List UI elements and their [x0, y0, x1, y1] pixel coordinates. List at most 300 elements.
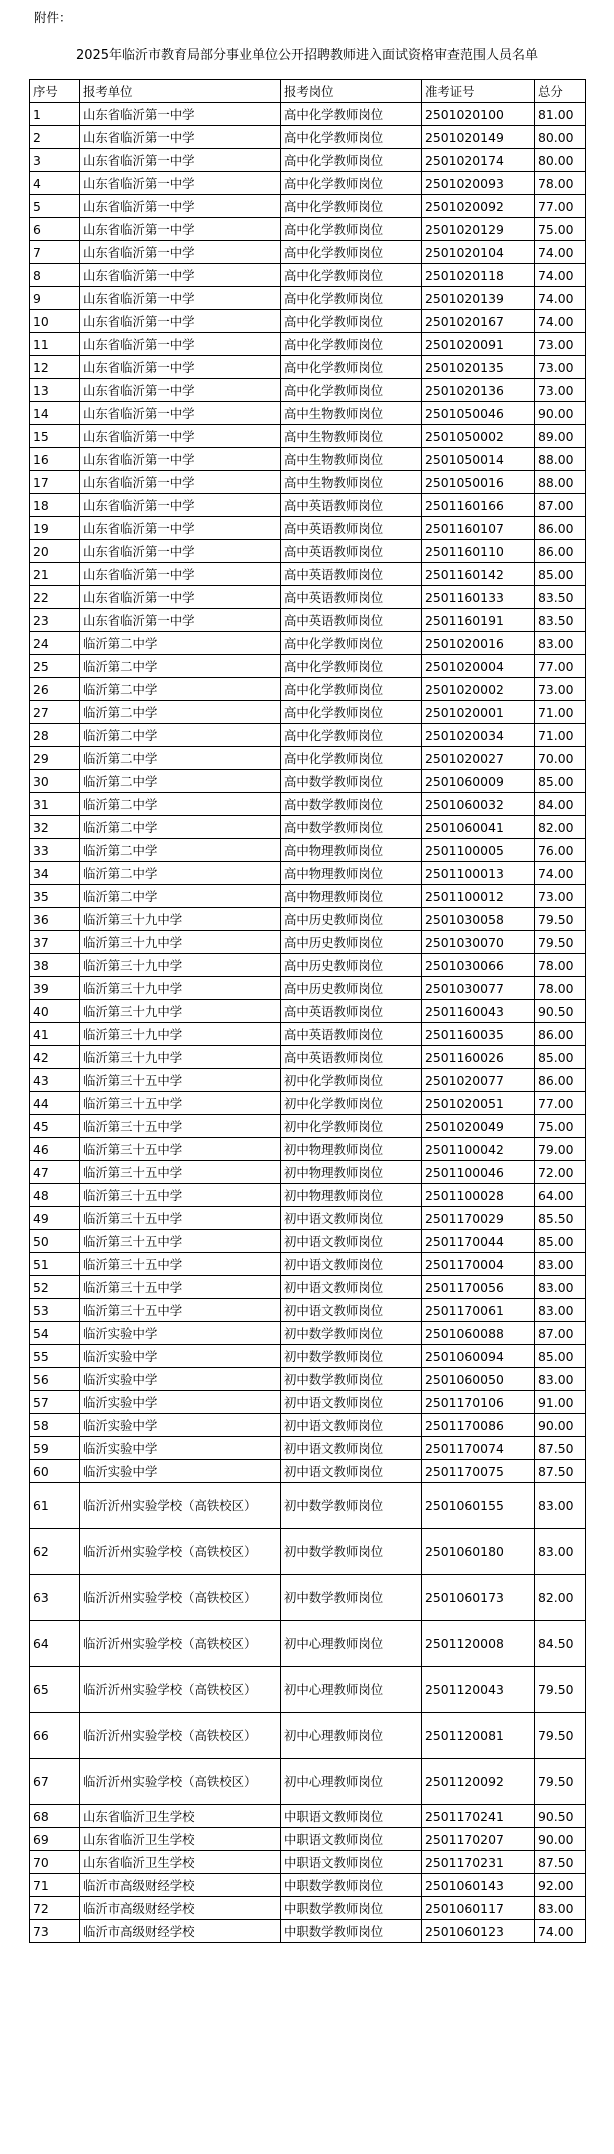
cell-unit: 临沂第二中学 [80, 632, 281, 655]
cell-position: 初中心理教师岗位 [281, 1759, 422, 1805]
table-row [30, 103, 586, 126]
header-seq: 序号 [30, 80, 80, 103]
cell-position: 初中物理教师岗位 [281, 1138, 422, 1161]
cell-unit: 山东省临沂卫生学校 [80, 1805, 281, 1828]
cell-unit: 山东省临沂第一中学 [80, 126, 281, 149]
table-row [30, 1345, 586, 1368]
cell-exam-id: 2501170061 [422, 1299, 535, 1322]
table-row [30, 977, 586, 1000]
cell-position: 高中物理教师岗位 [281, 885, 422, 908]
cell-position: 初中数学教师岗位 [281, 1345, 422, 1368]
cell-exam-id: 2501020118 [422, 264, 535, 287]
cell-position: 高中化学教师岗位 [281, 379, 422, 402]
cell-position: 高中物理教师岗位 [281, 839, 422, 862]
cell-exam-id: 2501060143 [422, 1874, 535, 1897]
table-row [30, 517, 586, 540]
table-row [30, 126, 586, 149]
table-row [30, 1414, 586, 1437]
cell-seq: 35 [30, 885, 80, 908]
cell-unit: 临沂第三十九中学 [80, 1000, 281, 1023]
cell-score: 79.50 [535, 1667, 586, 1713]
cell-unit: 山东省临沂第一中学 [80, 287, 281, 310]
cell-unit: 临沂第三十九中学 [80, 931, 281, 954]
cell-unit: 临沂第三十五中学 [80, 1115, 281, 1138]
cell-score: 83.00 [535, 1897, 586, 1920]
cell-position: 高中历史教师岗位 [281, 908, 422, 931]
header-score: 总分 [535, 80, 586, 103]
cell-score: 71.00 [535, 701, 586, 724]
cell-exam-id: 2501060173 [422, 1575, 535, 1621]
cell-exam-id: 2501120092 [422, 1759, 535, 1805]
cell-exam-id: 2501030058 [422, 908, 535, 931]
cell-score: 87.50 [535, 1460, 586, 1483]
cell-seq: 23 [30, 609, 80, 632]
table-row [30, 747, 586, 770]
table-row [30, 1713, 586, 1759]
cell-exam-id: 2501060155 [422, 1483, 535, 1529]
cell-seq: 3 [30, 149, 80, 172]
cell-unit: 临沂第三十五中学 [80, 1253, 281, 1276]
cell-exam-id: 2501170056 [422, 1276, 535, 1299]
table-row [30, 1759, 586, 1805]
cell-seq: 69 [30, 1828, 80, 1851]
cell-exam-id: 2501030077 [422, 977, 535, 1000]
cell-exam-id: 2501020136 [422, 379, 535, 402]
cell-seq: 32 [30, 816, 80, 839]
cell-score: 87.50 [535, 1437, 586, 1460]
cell-score: 77.00 [535, 655, 586, 678]
cell-position: 高中化学教师岗位 [281, 333, 422, 356]
cell-position: 高中化学教师岗位 [281, 701, 422, 724]
cell-seq: 43 [30, 1069, 80, 1092]
table-row [30, 379, 586, 402]
cell-seq: 46 [30, 1138, 80, 1161]
cell-unit: 山东省临沂第一中学 [80, 586, 281, 609]
cell-exam-id: 2501100046 [422, 1161, 535, 1184]
cell-unit: 临沂市高级财经学校 [80, 1897, 281, 1920]
table-row [30, 356, 586, 379]
cell-position: 中职语文教师岗位 [281, 1805, 422, 1828]
cell-exam-id: 2501060088 [422, 1322, 535, 1345]
cell-unit: 临沂第二中学 [80, 655, 281, 678]
cell-unit: 山东省临沂第一中学 [80, 195, 281, 218]
cell-exam-id: 2501020004 [422, 655, 535, 678]
table-row [30, 494, 586, 517]
table-row [30, 540, 586, 563]
cell-score: 64.00 [535, 1184, 586, 1207]
cell-unit: 临沂实验中学 [80, 1345, 281, 1368]
table-row [30, 1437, 586, 1460]
cell-seq: 61 [30, 1483, 80, 1529]
cell-position: 高中英语教师岗位 [281, 494, 422, 517]
cell-exam-id: 2501020092 [422, 195, 535, 218]
cell-unit: 山东省临沂第一中学 [80, 448, 281, 471]
cell-score: 85.00 [535, 563, 586, 586]
cell-score: 79.50 [535, 1759, 586, 1805]
cell-position: 高中化学教师岗位 [281, 241, 422, 264]
table-row [30, 563, 586, 586]
cell-unit: 临沂第二中学 [80, 701, 281, 724]
cell-score: 83.50 [535, 586, 586, 609]
cell-position: 初中语文教师岗位 [281, 1207, 422, 1230]
cell-exam-id: 2501120081 [422, 1713, 535, 1759]
cell-score: 76.00 [535, 839, 586, 862]
cell-exam-id: 2501170029 [422, 1207, 535, 1230]
cell-seq: 7 [30, 241, 80, 264]
cell-position: 中职数学教师岗位 [281, 1920, 422, 1943]
cell-unit: 临沂市高级财经学校 [80, 1920, 281, 1943]
cell-exam-id: 2501050014 [422, 448, 535, 471]
cell-position: 初中语文教师岗位 [281, 1276, 422, 1299]
cell-unit: 临沂第三十五中学 [80, 1161, 281, 1184]
cell-unit: 山东省临沂第一中学 [80, 264, 281, 287]
cell-seq: 57 [30, 1391, 80, 1414]
cell-score: 79.00 [535, 1138, 586, 1161]
table-row [30, 1138, 586, 1161]
cell-unit: 临沂沂州实验学校（高铁校区） [80, 1759, 281, 1805]
cell-score: 83.00 [535, 1299, 586, 1322]
cell-unit: 临沂第二中学 [80, 678, 281, 701]
cell-seq: 33 [30, 839, 80, 862]
table-row [30, 1391, 586, 1414]
cell-score: 77.00 [535, 1092, 586, 1115]
cell-seq: 34 [30, 862, 80, 885]
cell-score: 92.00 [535, 1874, 586, 1897]
cell-exam-id: 2501020034 [422, 724, 535, 747]
cell-unit: 临沂沂州实验学校（高铁校区） [80, 1621, 281, 1667]
candidate-table [29, 79, 586, 1943]
cell-score: 78.00 [535, 172, 586, 195]
cell-unit: 临沂沂州实验学校（高铁校区） [80, 1575, 281, 1621]
table-row [30, 678, 586, 701]
cell-score: 74.00 [535, 1920, 586, 1943]
table-row [30, 1023, 586, 1046]
cell-score: 86.00 [535, 1023, 586, 1046]
cell-position: 高中历史教师岗位 [281, 954, 422, 977]
cell-seq: 66 [30, 1713, 80, 1759]
cell-seq: 21 [30, 563, 80, 586]
cell-position: 初中心理教师岗位 [281, 1667, 422, 1713]
cell-unit: 临沂第二中学 [80, 747, 281, 770]
cell-score: 85.00 [535, 770, 586, 793]
cell-exam-id: 2501160191 [422, 609, 535, 632]
cell-position: 高中数学教师岗位 [281, 770, 422, 793]
cell-position: 高中化学教师岗位 [281, 172, 422, 195]
cell-unit: 临沂第二中学 [80, 793, 281, 816]
table-row [30, 586, 586, 609]
cell-unit: 临沂实验中学 [80, 1414, 281, 1437]
cell-score: 90.50 [535, 1000, 586, 1023]
cell-unit: 临沂第二中学 [80, 862, 281, 885]
cell-exam-id: 2501160026 [422, 1046, 535, 1069]
cell-position: 初中语文教师岗位 [281, 1437, 422, 1460]
table-row [30, 931, 586, 954]
table-row [30, 1920, 586, 1943]
table-row [30, 1667, 586, 1713]
cell-score: 71.00 [535, 724, 586, 747]
cell-exam-id: 2501020167 [422, 310, 535, 333]
cell-position: 中职语文教师岗位 [281, 1828, 422, 1851]
table-row [30, 1322, 586, 1345]
cell-seq: 42 [30, 1046, 80, 1069]
cell-unit: 临沂实验中学 [80, 1368, 281, 1391]
cell-unit: 临沂第二中学 [80, 770, 281, 793]
cell-seq: 9 [30, 287, 80, 310]
cell-exam-id: 2501060032 [422, 793, 535, 816]
table-row [30, 1828, 586, 1851]
cell-unit: 山东省临沂第一中学 [80, 241, 281, 264]
cell-unit: 山东省临沂第一中学 [80, 402, 281, 425]
cell-seq: 27 [30, 701, 80, 724]
table-row [30, 816, 586, 839]
cell-score: 73.00 [535, 333, 586, 356]
cell-seq: 31 [30, 793, 80, 816]
table-row [30, 1483, 586, 1529]
cell-unit: 临沂第三十九中学 [80, 977, 281, 1000]
table-row [30, 1575, 586, 1621]
table-row [30, 1230, 586, 1253]
cell-position: 初中物理教师岗位 [281, 1184, 422, 1207]
cell-seq: 41 [30, 1023, 80, 1046]
cell-score: 74.00 [535, 862, 586, 885]
cell-unit: 临沂第三十五中学 [80, 1184, 281, 1207]
cell-exam-id: 2501020077 [422, 1069, 535, 1092]
table-row [30, 609, 586, 632]
cell-position: 初中心理教师岗位 [281, 1621, 422, 1667]
cell-score: 79.50 [535, 931, 586, 954]
cell-exam-id: 2501100012 [422, 885, 535, 908]
cell-score: 74.00 [535, 264, 586, 287]
cell-unit: 山东省临沂第一中学 [80, 172, 281, 195]
cell-position: 高中化学教师岗位 [281, 678, 422, 701]
cell-position: 高中化学教师岗位 [281, 356, 422, 379]
cell-unit: 临沂第三十五中学 [80, 1069, 281, 1092]
cell-unit: 临沂第二中学 [80, 839, 281, 862]
cell-position: 高中化学教师岗位 [281, 632, 422, 655]
cell-score: 90.50 [535, 1805, 586, 1828]
cell-exam-id: 2501020093 [422, 172, 535, 195]
table-row [30, 1115, 586, 1138]
cell-score: 90.00 [535, 1828, 586, 1851]
table-row [30, 1184, 586, 1207]
cell-score: 87.50 [535, 1851, 586, 1874]
document-title: 2025年临沂市教育局部分事业单位公开招聘教师进入面试资格审查范围人员名单 [75, 48, 539, 63]
cell-unit: 临沂市高级财经学校 [80, 1874, 281, 1897]
cell-unit: 临沂第二中学 [80, 816, 281, 839]
cell-exam-id: 2501160043 [422, 1000, 535, 1023]
cell-exam-id: 2501020049 [422, 1115, 535, 1138]
table-row [30, 1069, 586, 1092]
table-row [30, 1460, 586, 1483]
cell-position: 高中生物教师岗位 [281, 448, 422, 471]
cell-exam-id: 2501100005 [422, 839, 535, 862]
cell-position: 高中数学教师岗位 [281, 793, 422, 816]
cell-exam-id: 2501020091 [422, 333, 535, 356]
cell-unit: 山东省临沂卫生学校 [80, 1828, 281, 1851]
cell-exam-id: 2501120043 [422, 1667, 535, 1713]
cell-score: 91.00 [535, 1391, 586, 1414]
table-row [30, 264, 586, 287]
cell-position: 高中英语教师岗位 [281, 1023, 422, 1046]
cell-unit: 山东省临沂第一中学 [80, 149, 281, 172]
cell-score: 73.00 [535, 379, 586, 402]
cell-score: 72.00 [535, 1161, 586, 1184]
cell-position: 高中化学教师岗位 [281, 195, 422, 218]
cell-score: 73.00 [535, 356, 586, 379]
cell-seq: 40 [30, 1000, 80, 1023]
cell-seq: 54 [30, 1322, 80, 1345]
cell-position: 高中化学教师岗位 [281, 126, 422, 149]
cell-position: 高中化学教师岗位 [281, 747, 422, 770]
cell-unit: 临沂第三十五中学 [80, 1276, 281, 1299]
cell-exam-id: 2501020135 [422, 356, 535, 379]
table-row [30, 1276, 586, 1299]
cell-position: 高中化学教师岗位 [281, 310, 422, 333]
cell-exam-id: 2501160142 [422, 563, 535, 586]
cell-exam-id: 2501060117 [422, 1897, 535, 1920]
cell-seq: 73 [30, 1920, 80, 1943]
cell-score: 84.00 [535, 793, 586, 816]
cell-exam-id: 2501030066 [422, 954, 535, 977]
table-row [30, 172, 586, 195]
cell-exam-id: 2501060123 [422, 1920, 535, 1943]
cell-seq: 49 [30, 1207, 80, 1230]
cell-unit: 临沂沂州实验学校（高铁校区） [80, 1483, 281, 1529]
cell-score: 85.00 [535, 1230, 586, 1253]
cell-exam-id: 2501020051 [422, 1092, 535, 1115]
cell-seq: 51 [30, 1253, 80, 1276]
cell-position: 高中化学教师岗位 [281, 218, 422, 241]
cell-position: 中职数学教师岗位 [281, 1874, 422, 1897]
cell-unit: 临沂第三十五中学 [80, 1092, 281, 1115]
cell-exam-id: 2501030070 [422, 931, 535, 954]
table-row [30, 954, 586, 977]
cell-score: 79.50 [535, 908, 586, 931]
cell-position: 初中化学教师岗位 [281, 1115, 422, 1138]
cell-exam-id: 2501050002 [422, 425, 535, 448]
table-row [30, 310, 586, 333]
cell-score: 83.00 [535, 1529, 586, 1575]
cell-exam-id: 2501020001 [422, 701, 535, 724]
cell-score: 70.00 [535, 747, 586, 770]
table-row [30, 1092, 586, 1115]
cell-seq: 24 [30, 632, 80, 655]
cell-seq: 14 [30, 402, 80, 425]
table-row [30, 1046, 586, 1069]
cell-position: 初中语文教师岗位 [281, 1414, 422, 1437]
cell-unit: 山东省临沂第一中学 [80, 563, 281, 586]
cell-exam-id: 2501160035 [422, 1023, 535, 1046]
cell-unit: 山东省临沂第一中学 [80, 379, 281, 402]
cell-exam-id: 2501170086 [422, 1414, 535, 1437]
cell-seq: 68 [30, 1805, 80, 1828]
cell-position: 初中化学教师岗位 [281, 1069, 422, 1092]
cell-position: 高中化学教师岗位 [281, 655, 422, 678]
cell-position: 初中数学教师岗位 [281, 1322, 422, 1345]
cell-score: 82.00 [535, 816, 586, 839]
cell-exam-id: 2501170074 [422, 1437, 535, 1460]
table-row [30, 1000, 586, 1023]
table-row [30, 1368, 586, 1391]
table-row [30, 1299, 586, 1322]
table-row [30, 333, 586, 356]
cell-seq: 11 [30, 333, 80, 356]
cell-score: 78.00 [535, 954, 586, 977]
cell-score: 83.00 [535, 1253, 586, 1276]
cell-score: 83.00 [535, 1276, 586, 1299]
cell-seq: 25 [30, 655, 80, 678]
cell-position: 初中语文教师岗位 [281, 1299, 422, 1322]
cell-seq: 26 [30, 678, 80, 701]
table-row [30, 1805, 586, 1828]
cell-score: 86.00 [535, 517, 586, 540]
cell-unit: 临沂实验中学 [80, 1391, 281, 1414]
cell-exam-id: 2501160110 [422, 540, 535, 563]
cell-exam-id: 2501060180 [422, 1529, 535, 1575]
table-row [30, 724, 586, 747]
table-row [30, 448, 586, 471]
cell-exam-id: 2501170075 [422, 1460, 535, 1483]
cell-exam-id: 2501170044 [422, 1230, 535, 1253]
cell-exam-id: 2501020139 [422, 287, 535, 310]
table-row [30, 1851, 586, 1874]
cell-seq: 50 [30, 1230, 80, 1253]
cell-score: 86.00 [535, 540, 586, 563]
cell-position: 高中历史教师岗位 [281, 977, 422, 1000]
cell-unit: 临沂沂州实验学校（高铁校区） [80, 1529, 281, 1575]
table-row [30, 287, 586, 310]
table-row [30, 701, 586, 724]
cell-exam-id: 2501100042 [422, 1138, 535, 1161]
cell-seq: 19 [30, 517, 80, 540]
cell-score: 86.00 [535, 1069, 586, 1092]
cell-score: 73.00 [535, 885, 586, 908]
cell-unit: 临沂实验中学 [80, 1322, 281, 1345]
cell-score: 79.50 [535, 1713, 586, 1759]
cell-seq: 60 [30, 1460, 80, 1483]
cell-score: 73.00 [535, 678, 586, 701]
cell-unit: 临沂第三十五中学 [80, 1299, 281, 1322]
table-row [30, 1529, 586, 1575]
table-row [30, 1874, 586, 1897]
cell-position: 高中生物教师岗位 [281, 425, 422, 448]
cell-exam-id: 2501160133 [422, 586, 535, 609]
cell-position: 初中数学教师岗位 [281, 1368, 422, 1391]
cell-seq: 22 [30, 586, 80, 609]
cell-position: 高中化学教师岗位 [281, 724, 422, 747]
cell-position: 初中数学教师岗位 [281, 1575, 422, 1621]
cell-exam-id: 2501060094 [422, 1345, 535, 1368]
cell-unit: 临沂第三十九中学 [80, 908, 281, 931]
cell-unit: 山东省临沂第一中学 [80, 103, 281, 126]
table-row [30, 1161, 586, 1184]
cell-seq: 70 [30, 1851, 80, 1874]
cell-seq: 6 [30, 218, 80, 241]
cell-position: 高中英语教师岗位 [281, 563, 422, 586]
cell-position: 高中化学教师岗位 [281, 264, 422, 287]
cell-seq: 28 [30, 724, 80, 747]
cell-seq: 2 [30, 126, 80, 149]
cell-seq: 5 [30, 195, 80, 218]
cell-exam-id: 2501050016 [422, 471, 535, 494]
cell-exam-id: 2501160166 [422, 494, 535, 517]
cell-position: 高中化学教师岗位 [281, 287, 422, 310]
cell-score: 83.00 [535, 1368, 586, 1391]
cell-unit: 山东省临沂第一中学 [80, 333, 281, 356]
cell-unit: 山东省临沂第一中学 [80, 609, 281, 632]
cell-seq: 59 [30, 1437, 80, 1460]
header-exam-id: 准考证号 [422, 80, 535, 103]
